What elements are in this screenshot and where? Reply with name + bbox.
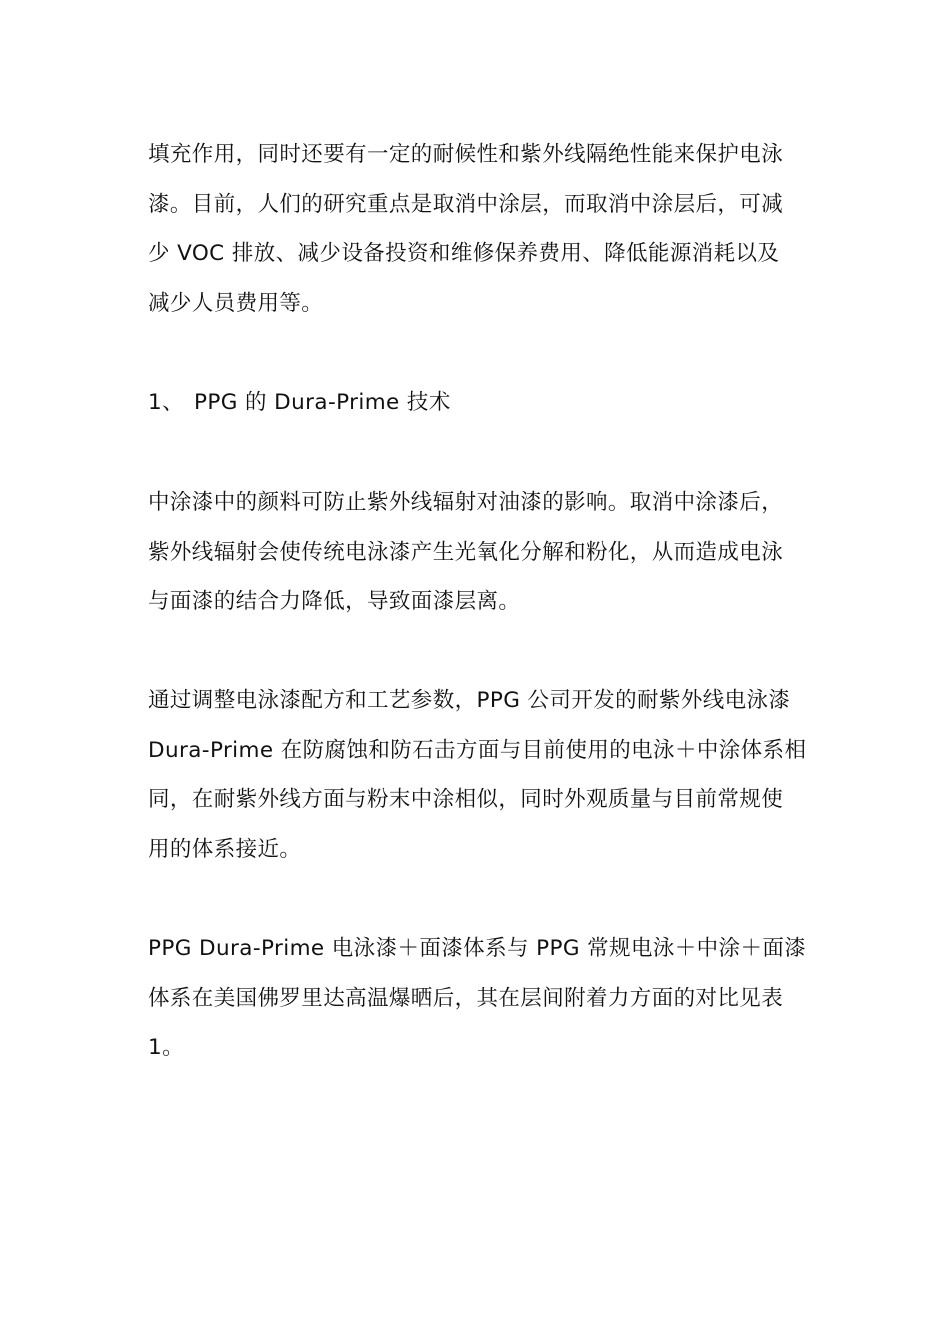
text-line: 少 VOC 排放、减少设备投资和维修保养费用、降低能源消耗以及 [148, 241, 780, 266]
text-line: 中涂漆中的颜料可防止紫外线辐射对油漆的影响。取消中涂漆后， [148, 490, 784, 515]
paragraph-dura-prime [148, 676, 808, 874]
text-line: 通过调整电泳漆配方和工艺参数，PPG 公司开发的耐紫外线电泳漆 [148, 688, 791, 713]
section-number: 1、 [148, 390, 184, 415]
text-line: 减少人员费用等。 [148, 290, 324, 316]
text-line: 用的体系接近。 [148, 836, 302, 862]
text-line: 漆。目前，人们的研究重点是取消中涂层，而取消中涂层后，可减 [148, 191, 784, 217]
text-line: 同，在耐紫外线方面与粉末中涂相似，同时外观质量与目前常规使 [148, 787, 784, 812]
section-title: PPG 的 Dura-Prime 技术 [194, 390, 451, 415]
paragraph-comparison [148, 924, 808, 1073]
text-line: 与面漆的结合力降低，导致面漆层离。 [148, 589, 521, 614]
text-line: 1。 [148, 1035, 184, 1060]
text-line: 紫外线辐射会使传统电泳漆产生光氧化分解和粉化，从而造成电泳 [148, 539, 784, 565]
section-heading [148, 378, 451, 428]
text-line: Dura-Prime 在防腐蚀和防石击方面与目前使用的电泳＋中涂体系相 [148, 737, 807, 763]
text-line: 填充作用，同时还要有一定的耐候性和紫外线隔绝性能来保护电泳 [148, 142, 784, 167]
text-line: 体系在美国佛罗里达高温爆晒后，其在层间附着力方面的对比见表 [148, 985, 784, 1011]
text-line: PPG Dura-Prime 电泳漆＋面漆体系与 PPG 常规电泳＋中涂＋面漆 [148, 936, 807, 961]
paragraph-intro [148, 130, 808, 328]
paragraph-uv [148, 478, 808, 627]
